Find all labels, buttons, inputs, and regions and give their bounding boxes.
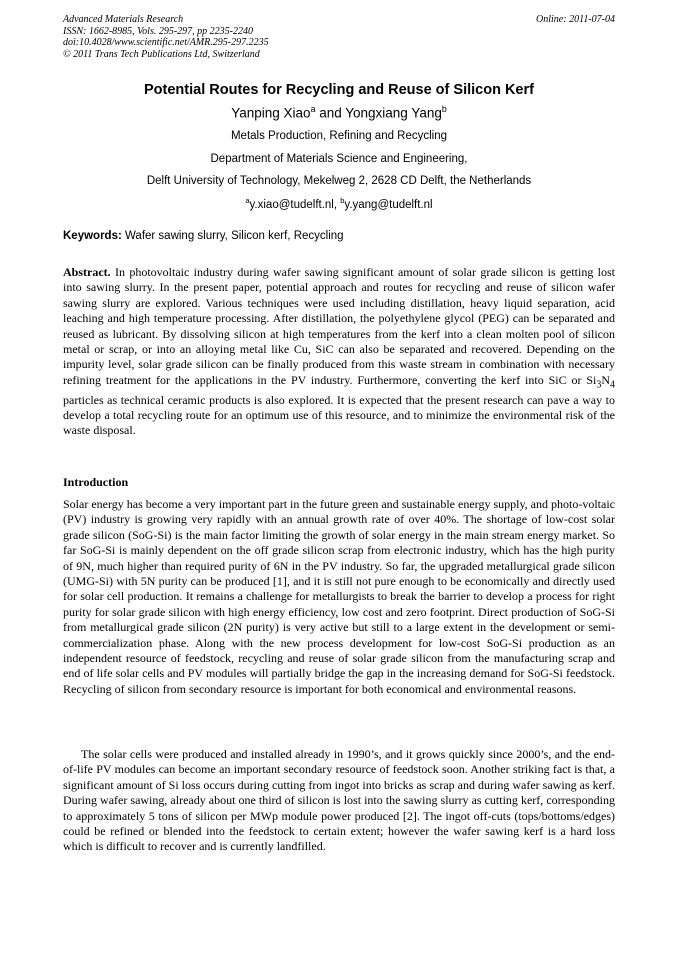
email-line: [0, 196, 678, 211]
journal-header: [63, 14, 615, 60]
email-address: y.yang@tudelft.nl: [344, 198, 433, 211]
paper-title: Potential Routes for Recycling and Reuse of Silicon Kerf: [144, 82, 534, 98]
abstract-label: Abstract.: [63, 265, 111, 279]
body-paragraph: Solar energy has become a very important part in the future green and sustainable energy supply, and photo-voltaic (PV) industry is growing very rapidly with an annual growth rate of over 40%. The shortage of low-cost solar grade silicon (SoG-Si) is the main factor limiting the growth of solar energy in the main stream energy market. So far SoG-Si is mainly dependent on the off grade silicon scrap from electronic industry, which has the high purity of 9N, much higher than required purity of 6N in the PV industry. So far, the upgraded metallurgical grade silicon (UMG-Si) with 5N purity can be produced [1], and it is still not pure enough to be economically and directly used for solar cell production. It remains a challenge for metallurgists to break the barrier to develop a process for right purity for solar grade silicon with high energy efficiency, low cost and zero footprint. Direct production of SoG-Si from metallurgical grade silicon (2N purity) is very active but still to a large extent in the development or semi-commercialization phase. Along with the new process development for low-cost SoG-Si production as an independent resource of feedstock, recycling and reuse of solar grade silicon from the manufacturing scrap and end of life solar cells and PV modules will partially bridge the gap in the increasing demand for SoG-Si feedstock. Recycling of silicon from secondary resource is important for both economical and environmental reasons.: [63, 497, 615, 696]
affiliation-line: Department of Materials Science and Engineering,: [210, 153, 468, 165]
affiliation-line: Metals Production, Refining and Recycling: [230, 130, 448, 142]
journal-name: Advanced Materials Research: [63, 14, 184, 25]
author-connector: and: [315, 105, 346, 121]
copyright-line: © 2011 Trans Tech Publications Ltd, Switzerland: [63, 48, 260, 60]
author-superscript: b: [441, 104, 447, 114]
author-name: Yongxiang Yang: [345, 105, 442, 121]
section-heading: Introduction: [63, 475, 129, 489]
online-date: Online: 2011-07-04: [536, 14, 615, 25]
affiliation-line: Delft University of Technology, Mekelweg 2, 2628 CD Delft, the Netherlands: [146, 175, 532, 187]
formula-si3n4: $Si_3N_4$: [586, 372, 615, 391]
abstract-text: particles as technical ceramic products is also explored. It is expected that the present research can pave a way to develop a total recycling route for an optimum use of this resource, and to minimize the environmental risk of the waste disposal.: [63, 392, 615, 438]
doi-line: doi:10.4028/www.scientific.net/AMR.295-297.2235: [63, 37, 269, 48]
email-superscript: b: [340, 196, 345, 205]
author-line: [0, 104, 678, 121]
keywords-label: Keywords:: [63, 230, 122, 242]
body-paragraph: The solar cells were produced and installed already in 1990’s, and it grows quickly since 2000’s, and the end-of-life PV modules can become an important secondary resource of feedstock soon. Another striking fact is that, a significant amount of Si loss occurs during cutting from ingot into bricks as scrap and during wafer sawing as kerf. During wafer sawing, already about one third of silicon is lost into the sawing slurry as cutting kerf, corresponding to approximately 5 tons of silicon per MWp module power produced [2]. The ingot off-cuts (tops/bottoms/edges) could be refined or blended into the feedstock to certain extent; however the wafer sawing kerf is a hard loss which is difficult to recover and is currently landfilled.: [63, 747, 615, 854]
abstract-text: In photovoltaic industry during wafer sawing significant amount of solar grade silicon is getting lost into sawing slurry. In the present paper, potential approach and routes for recycling and reuse of silicon wafer sawing slurry are explored. Various techniques were used including distillation, heavy liquid separation, acid leaching and high temperature processing. After distillation, the polyethylene glycol (PEG) can be separated and reused as lubricant. By dissolving silicon at high temperatures from the kerf into a clean molten pool of silicon metal or scrap, or into an alloying metal like Cu, SiC can also be separated and recovered. Depending on the impurity level, solar grade silicon can be finally produced from this waste stream in combination with necessary refining treatment for the applications in the PV industry. Furthermore, converting the kerf into SiC or: [63, 265, 615, 387]
abstract-paragraph: [63, 265, 615, 439]
email-superscript: a: [245, 196, 250, 205]
issn-line: ISSN: 1662-8985, Vols. 295-297, pp 2235-2240: [63, 25, 253, 37]
author-name: Yanping Xiao: [231, 105, 311, 121]
email-address: y.xiao@tudelft.nl,: [249, 198, 341, 211]
author-superscript: a: [310, 104, 316, 114]
keywords-text: Wafer sawing slurry, Silicon kerf, Recycling: [121, 230, 344, 242]
keywords-line: [63, 230, 344, 242]
